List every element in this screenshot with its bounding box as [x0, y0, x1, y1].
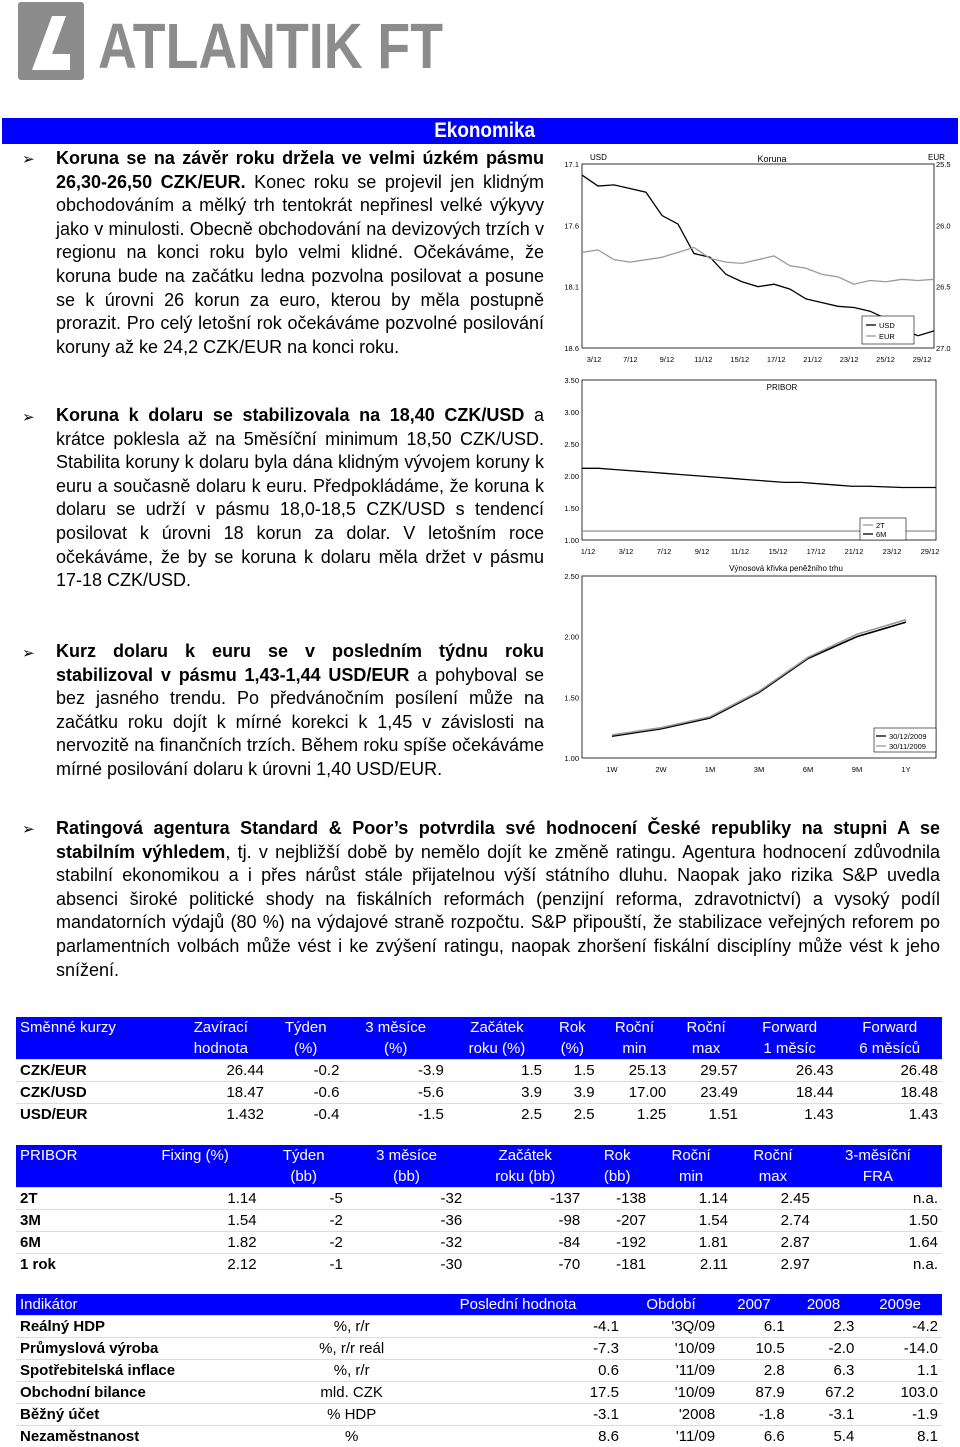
logo-text: ATLANTIK FT: [98, 10, 443, 82]
table-cell: 26.48: [837, 1060, 942, 1082]
table-row: [16, 1316, 942, 1338]
header-line: Začátek: [470, 1145, 580, 1166]
y-left-tick-label: 18.1: [564, 283, 579, 292]
header-line: Zavírací: [178, 1017, 264, 1038]
bullet-usd-eur: Kurz dolaru k euru se v posledním týdnu roku stabilizoval v pásmu 1,43-1,44 USD/EUR a pohyboval se bez jasného trendu. Po předvánočním posílení může na začátku roku dojít k mírné korekci k 1,45 v závislosti na nervozitě na finančních trzích. Během roku spíše očekáváme mírné posilování dolaru k úrovni 1,40 USD/EUR.: [56, 640, 544, 782]
x-tick-label: 15/12: [730, 355, 749, 364]
table-pribor: [16, 1145, 942, 1275]
table-cell: CZK/EUR: [16, 1060, 174, 1082]
section-title: Ekonomika: [434, 119, 535, 143]
table-cell: 2.12: [130, 1254, 261, 1276]
header-line: (bb): [351, 1166, 462, 1187]
series-line: [612, 620, 906, 735]
table-header-cell: [584, 1145, 650, 1188]
x-tick-label: 7/12: [657, 547, 672, 556]
y-left-tick-label: 18.6: [564, 344, 579, 353]
table-header-cell: [599, 1017, 671, 1060]
table-cell: -1.5: [343, 1104, 447, 1126]
y-tick-label: 1.50: [564, 504, 579, 513]
table-cell: 18.48: [837, 1082, 942, 1104]
table-header-cell: [732, 1145, 814, 1188]
table-cell: 0.6: [413, 1360, 623, 1382]
table-header-cell: 2008: [789, 1294, 859, 1316]
header-line: (%): [550, 1038, 595, 1059]
table-row: [16, 1382, 942, 1404]
table-row: [16, 1082, 942, 1104]
table-cell: 3.9: [448, 1082, 546, 1104]
header-line: 3 měsíce: [347, 1017, 443, 1038]
table-cell: 17.5: [413, 1382, 623, 1404]
y-tick-label: 2.50: [564, 572, 579, 581]
y-tick-label: 1.00: [564, 536, 579, 545]
header-line: Fixing (%): [134, 1145, 257, 1166]
legend-label: 2T: [876, 521, 885, 530]
header-line: roku (bb): [470, 1166, 580, 1187]
table-cell: 1.54: [650, 1210, 732, 1232]
table-header-cell: Období: [623, 1294, 719, 1316]
header-line: (bb): [265, 1166, 343, 1187]
table-cell: -0.2: [268, 1060, 343, 1082]
table-cell: 1.25: [599, 1104, 671, 1126]
table-cell: 6M: [16, 1232, 130, 1254]
table-cell: -1.9: [858, 1404, 942, 1426]
table-cell: Spotřebitelská inflace: [16, 1360, 290, 1382]
table-header-cell: [670, 1017, 742, 1060]
table-cell: -32: [347, 1188, 466, 1210]
legend-label: 30/12/2009: [889, 732, 927, 741]
bullet-arrow-icon: ➢: [22, 644, 35, 662]
y-tick-label: 3.50: [564, 376, 579, 385]
header-line: [20, 1166, 126, 1187]
table-cell: -3.1: [413, 1404, 623, 1426]
bullet-rating: Ratingová agentura Standard & Poor’s potvrdila své hodnocení České republiky na stupni A se stabilním výhledem, tj. v nejbližší době by nemělo dojít ke změně ratingu. Agentura hodnocení zdůvodnila stabilní ekonomikou a i přes nárůst stále přijatelnou výší státního dluhu. Naopak jako rizika S&P uvedla absenci široké politické shody na fiskálních reformách (penzijní reforma, zdravotnictví) a vysoký podíl mandatorních výdajů (80 %) na výdajové straně rozpočtu. S&P připouští, že stabilizace veřejných reforem po parlamentních volbách může vést i ke zvýšení ratingu, naopak zhoršení fiskální disciplíny může vést k jeho snížení.: [56, 817, 940, 982]
table-cell: 1.43: [742, 1104, 838, 1126]
table-cell: -5: [261, 1188, 347, 1210]
bullet-koruna-usd: Koruna k dolaru se stabilizovala na 18,40 CZK/USD a krátce poklesla až na 5měsíční minimum 18,50 CZK/USD. Stabilita koruny k dolaru byla dána klidným vývojem koruny k euru a současně dolaru k euru. Předpokládáme, že koruna k dolaru se udrží v pásmu 18,0-18,5 CZK/USD s tendencí posilovat k úrovni 18 korun za dolar. V letošním roce očekáváme, že by se koruna k dolaru měla držet v pásmu 17-18 CZK/USD.: [56, 404, 544, 593]
left-axis-label: USD: [590, 153, 607, 162]
table-cell: 2.87: [732, 1232, 814, 1254]
table-cell: 26.43: [742, 1060, 838, 1082]
table-cell: n.a.: [814, 1188, 942, 1210]
header-line: Roční: [654, 1145, 728, 1166]
header-line: Forward: [841, 1017, 938, 1038]
chart-title: PRIBOR: [767, 383, 798, 392]
table-cell: 1.51: [670, 1104, 742, 1126]
table-cell: -192: [584, 1232, 650, 1254]
x-tick-label: 17/12: [767, 355, 786, 364]
table-header-cell: 2009e: [858, 1294, 942, 1316]
table-header-cell: [16, 1017, 174, 1060]
y-left-tick-label: 17.6: [564, 221, 579, 230]
x-tick-label: 15/12: [769, 547, 788, 556]
series-line-6m: [582, 468, 936, 487]
x-tick-label: 9/12: [695, 547, 710, 556]
table-header-cell: [466, 1145, 584, 1188]
y-tick-label: 2.00: [564, 472, 579, 481]
table-cell: -2: [261, 1210, 347, 1232]
header-line: roku (%): [452, 1038, 542, 1059]
y-right-tick-label: 27.0: [936, 344, 951, 353]
bullet-arrow-icon: ➢: [22, 150, 35, 168]
table-cell: -36: [347, 1210, 466, 1232]
table-row: [16, 1360, 942, 1382]
x-tick-label: 1W: [606, 765, 618, 774]
chart-pribor: [556, 372, 960, 560]
table-cell: Běžný účet: [16, 1404, 290, 1426]
plot-frame: [582, 380, 936, 540]
table-cell: '11/09: [623, 1426, 719, 1447]
x-tick-label: 29/12: [921, 547, 940, 556]
table-row: [16, 1232, 942, 1254]
x-tick-label: 2W: [655, 765, 667, 774]
table-cell: 23.49: [670, 1082, 742, 1104]
table-cell: -7.3: [413, 1338, 623, 1360]
table-cell: -4.2: [858, 1316, 942, 1338]
table-cell: 2.3: [789, 1316, 859, 1338]
table-row: [16, 1210, 942, 1232]
table-header-cell: [546, 1017, 599, 1060]
table-header-cell: [343, 1017, 447, 1060]
y-right-tick-label: 26.5: [936, 283, 951, 292]
table-cell: 18.44: [742, 1082, 838, 1104]
atlantik-logo: [18, 2, 448, 80]
series-line-eur: [582, 247, 934, 284]
table-row: [16, 1426, 942, 1447]
x-tick-label: 9M: [852, 765, 862, 774]
header-line: 3-měsíční: [818, 1145, 938, 1166]
header-line: (%): [347, 1038, 443, 1059]
table-header-cell: [268, 1017, 343, 1060]
x-tick-label: 11/12: [731, 547, 749, 556]
table-cell: '10/09: [623, 1382, 719, 1404]
table-cell: 1.50: [814, 1210, 942, 1232]
table-header-cell: 2007: [719, 1294, 789, 1316]
y-tick-label: 1.00: [564, 754, 579, 763]
header-line: Roční: [603, 1017, 667, 1038]
table-cell: 17.00: [599, 1082, 671, 1104]
table-cell: 2.5: [546, 1104, 599, 1126]
chart-koruna: [556, 148, 960, 370]
header-line: 1 měsíc: [746, 1038, 834, 1059]
table-cell: 1.64: [814, 1232, 942, 1254]
table-header-cell: [742, 1017, 838, 1060]
header-line: min: [654, 1166, 728, 1187]
table-cell: 1.1: [858, 1360, 942, 1382]
bullet-koruna-eur: Koruna se na závěr roku držela ve velmi úzkém pásmu 26,30-26,50 CZK/EUR. Konec roku se projevil jen klidným obchodováním a mělký trh tentokrát nepřinesl velké výkyvy jako v minulosti. Obecně obchodování na devizových trzích v regionu na konci roku bylo velmi klidné. Očekáváme, že koruna bude na začátku ledna pozvolna posilovat a posune se k úrovni 26 korun za euro, kterou by měla postupně prorazit. Pro celý letošní rok očekáváme pozvolné posilování koruny až ke 24,2 CZK/EUR na konci roku.: [56, 147, 544, 359]
table-cell: -14.0: [858, 1338, 942, 1360]
header-line: (bb): [588, 1166, 646, 1187]
header-line: Směnné kurzy: [20, 1017, 170, 1038]
table-cell: 2.45: [732, 1188, 814, 1210]
y-right-tick-label: 25.5: [936, 160, 951, 169]
table-cell: 1.5: [448, 1060, 546, 1082]
x-tick-label: 21/12: [845, 547, 864, 556]
x-tick-label: 6M: [803, 765, 813, 774]
header-line: PRIBOR: [20, 1145, 126, 1166]
x-tick-label: 17/12: [807, 547, 826, 556]
table-cell: 25.13: [599, 1060, 671, 1082]
table-cell: 67.2: [789, 1382, 859, 1404]
header-line: 3 měsíce: [351, 1145, 462, 1166]
table-cell: 1.82: [130, 1232, 261, 1254]
series-line: [612, 622, 906, 736]
table-cell: 103.0: [858, 1382, 942, 1404]
series-line-usd: [582, 175, 934, 336]
header-line: max: [674, 1038, 738, 1059]
table-cell: -30: [347, 1254, 466, 1276]
table-indicators: [16, 1294, 942, 1447]
y-left-tick-label: 17.1: [564, 160, 579, 169]
legend-label: EUR: [879, 332, 895, 341]
x-tick-label: 7/12: [623, 355, 638, 364]
x-tick-label: 11/12: [694, 355, 712, 364]
x-tick-label: 23/12: [840, 355, 859, 364]
table-cell: 1 rok: [16, 1254, 130, 1276]
table-cell: mld. CZK: [290, 1382, 413, 1404]
table-row: [16, 1404, 942, 1426]
table-header-cell: [261, 1145, 347, 1188]
table-cell: 3M: [16, 1210, 130, 1232]
table-cell: -98: [466, 1210, 584, 1232]
table-cell: 6.1: [719, 1316, 789, 1338]
table-cell: -2: [261, 1232, 347, 1254]
y-tick-label: 1.50: [564, 693, 579, 702]
x-tick-label: 3/12: [619, 547, 634, 556]
table-cell: -70: [466, 1254, 584, 1276]
header-line: [20, 1038, 170, 1059]
table-cell: 18.47: [174, 1082, 268, 1104]
table-cell: CZK/USD: [16, 1082, 174, 1104]
y-right-tick-label: 26.0: [936, 221, 951, 230]
header-line: Týden: [272, 1017, 339, 1038]
header-line: Roční: [736, 1145, 810, 1166]
table-cell: 1.14: [130, 1188, 261, 1210]
header-line: min: [603, 1038, 667, 1059]
table-cell: %, r/r reál: [290, 1338, 413, 1360]
table-cell: Nezaměstnanost: [16, 1426, 290, 1447]
table-cell: n.a.: [814, 1254, 942, 1276]
chart-title: Výnosová křivka peněžního trhu: [729, 564, 843, 573]
table-cell: 2.74: [732, 1210, 814, 1232]
table-cell: -84: [466, 1232, 584, 1254]
table-cell: '2008: [623, 1404, 719, 1426]
x-tick-label: 9/12: [660, 355, 675, 364]
table-cell: %, r/r: [290, 1360, 413, 1382]
table-cell: 1.54: [130, 1210, 261, 1232]
table-cell: 1.14: [650, 1188, 732, 1210]
table-header-cell: [814, 1145, 942, 1188]
table-cell: 8.1: [858, 1426, 942, 1447]
table-cell: '11/09: [623, 1360, 719, 1382]
table-header-cell: [448, 1017, 546, 1060]
header-line: max: [736, 1166, 810, 1187]
table-cell: 2T: [16, 1188, 130, 1210]
table-cell: 87.9: [719, 1382, 789, 1404]
header-line: Začátek: [452, 1017, 542, 1038]
table-row: [16, 1104, 942, 1126]
x-tick-label: 23/12: [883, 547, 902, 556]
table-cell: '10/09: [623, 1338, 719, 1360]
table-cell: Obchodní bilance: [16, 1382, 290, 1404]
header-line: Rok: [588, 1145, 646, 1166]
table-header-cell: Poslední hodnota: [413, 1294, 623, 1316]
table-row: [16, 1338, 942, 1360]
legend-label: USD: [879, 321, 895, 330]
table-cell: 8.6: [413, 1426, 623, 1447]
table-cell: 1.5: [546, 1060, 599, 1082]
table-cell: -1: [261, 1254, 347, 1276]
table-header-cell: [16, 1145, 130, 1188]
x-tick-label: 3/12: [587, 355, 602, 364]
header-line: (%): [272, 1038, 339, 1059]
table-cell: -5.6: [343, 1082, 447, 1104]
y-tick-label: 2.00: [564, 633, 579, 642]
table-cell: -0.6: [268, 1082, 343, 1104]
table-row: [16, 1254, 942, 1276]
chart-yield-curve: [556, 562, 960, 780]
table-cell: 1.81: [650, 1232, 732, 1254]
x-tick-label: 1Y: [901, 765, 910, 774]
table-cell: 5.4: [789, 1426, 859, 1447]
header-line: hodnota: [178, 1038, 264, 1059]
table-cell: -3.1: [789, 1404, 859, 1426]
y-tick-label: 3.00: [564, 408, 579, 417]
table-cell: 3.9: [546, 1082, 599, 1104]
table-header-cell: [650, 1145, 732, 1188]
table-cell: % HDP: [290, 1404, 413, 1426]
x-tick-label: 3M: [754, 765, 764, 774]
table-cell: Průmyslová výroba: [16, 1338, 290, 1360]
table-header-cell: [347, 1145, 466, 1188]
table-cell: 2.11: [650, 1254, 732, 1276]
table-header-cell: [130, 1145, 261, 1188]
table-cell: '3Q/09: [623, 1316, 719, 1338]
right-axis-label: EUR: [928, 153, 945, 162]
table-cell: 26.44: [174, 1060, 268, 1082]
header-line: Týden: [265, 1145, 343, 1166]
table-cell: %: [290, 1426, 413, 1447]
table-row: [16, 1060, 942, 1082]
table-cell: -4.1: [413, 1316, 623, 1338]
table-cell: -207: [584, 1210, 650, 1232]
legend-label: 30/11/2009: [889, 742, 926, 751]
table-cell: USD/EUR: [16, 1104, 174, 1126]
header-line: [134, 1166, 257, 1187]
header-line: Roční: [674, 1017, 738, 1038]
table-cell: 29.57: [670, 1060, 742, 1082]
bullet-arrow-icon: ➢: [22, 408, 35, 426]
x-tick-label: 29/12: [913, 355, 932, 364]
table-cell: 2.8: [719, 1360, 789, 1382]
header-line: 6 měsíců: [841, 1038, 938, 1059]
table-cell: 1.43: [837, 1104, 942, 1126]
table-row: [16, 1188, 942, 1210]
table-cell: -138: [584, 1188, 650, 1210]
table-cell: 1.432: [174, 1104, 268, 1126]
table-fx-rates: [16, 1017, 942, 1125]
table-cell: %, r/r: [290, 1316, 413, 1338]
table-header-cell: [290, 1294, 413, 1316]
table-header-cell: [837, 1017, 942, 1060]
table-cell: 10.5: [719, 1338, 789, 1360]
x-tick-label: 21/12: [803, 355, 822, 364]
table-cell: -1.8: [719, 1404, 789, 1426]
header-line: FRA: [818, 1166, 938, 1187]
y-tick-label: 2.50: [564, 440, 579, 449]
table-cell: 2.5: [448, 1104, 546, 1126]
header-line: Forward: [746, 1017, 834, 1038]
table-header-cell: [174, 1017, 268, 1060]
table-cell: -32: [347, 1232, 466, 1254]
table-header-cell: Indikátor: [16, 1294, 290, 1316]
chart-title: Koruna: [757, 154, 786, 164]
x-tick-label: 25/12: [876, 355, 895, 364]
legend-label: 6M: [876, 530, 886, 539]
table-cell: 6.3: [789, 1360, 859, 1382]
table-cell: -2.0: [789, 1338, 859, 1360]
table-cell: -0.4: [268, 1104, 343, 1126]
x-tick-label: 1M: [705, 765, 715, 774]
header-line: Rok: [550, 1017, 595, 1038]
table-cell: -3.9: [343, 1060, 447, 1082]
table-cell: 2.97: [732, 1254, 814, 1276]
table-cell: Reálný HDP: [16, 1316, 290, 1338]
table-cell: 6.6: [719, 1426, 789, 1447]
x-tick-label: 1/12: [581, 547, 596, 556]
bullet-arrow-icon: ➢: [22, 820, 35, 838]
table-cell: -181: [584, 1254, 650, 1276]
table-cell: -137: [466, 1188, 584, 1210]
